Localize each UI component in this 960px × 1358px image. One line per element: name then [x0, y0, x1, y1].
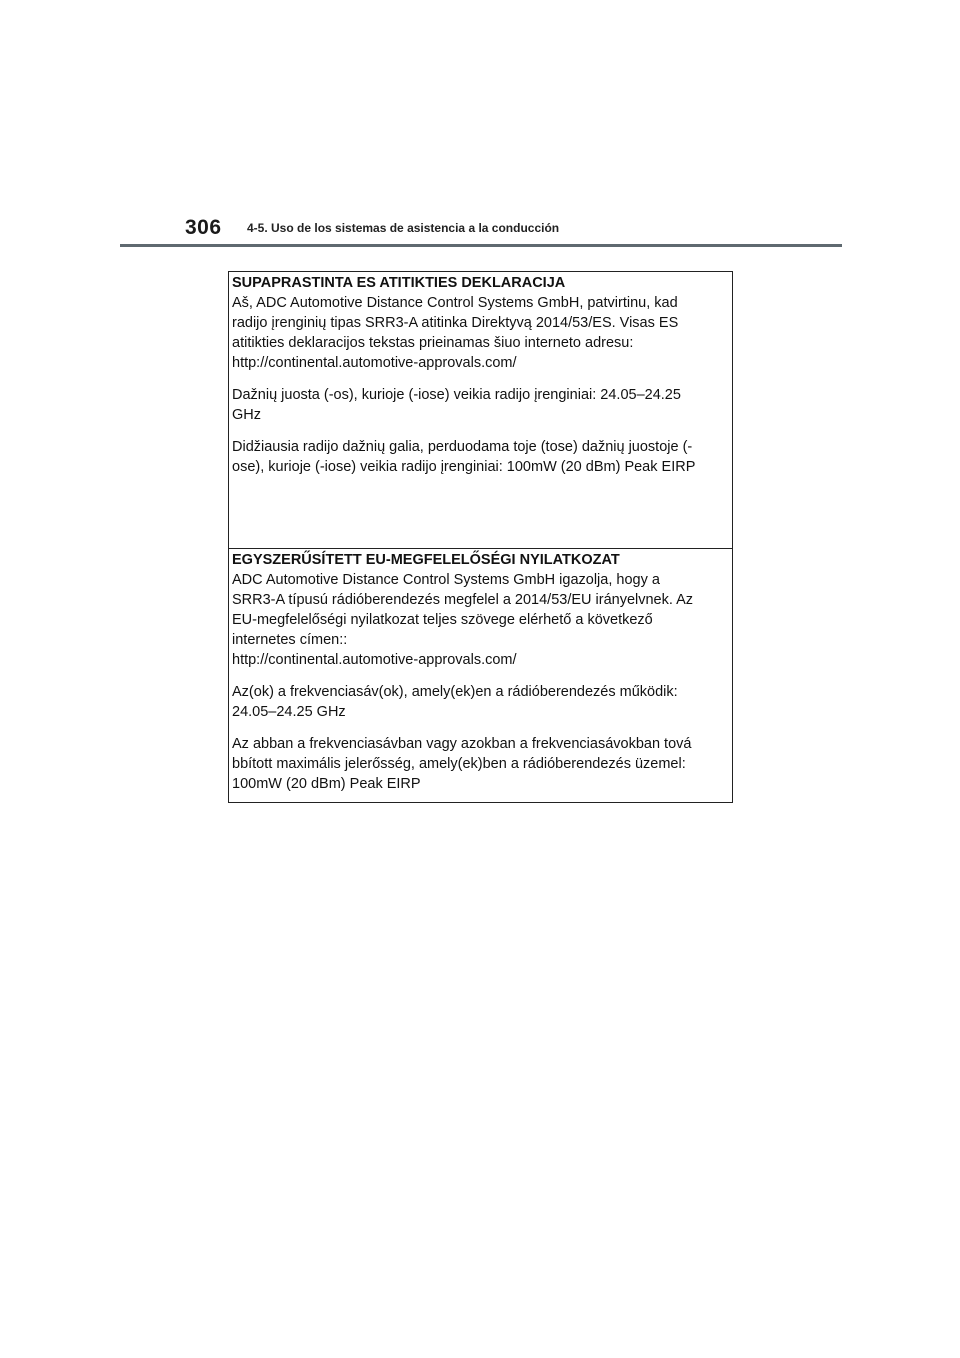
declaration-title: EGYSZERŰSÍTETT EU-MEGFELELŐSÉGI NYILATKOZAT [232, 552, 620, 568]
max-power [232, 437, 729, 477]
text-line: Didžiausia radijo dažnių galia, perduodama toje (tose) dažnių juostoje (- [232, 439, 693, 455]
text-line: Az abban a frekvenciasávban vagy azokban a frekvenciasávokban tová [232, 736, 692, 752]
text-line: EU-megfelelőségi nyilatkozat teljes szövege elérhető a következő [232, 612, 653, 628]
page-header [185, 214, 559, 242]
declaration-statement [232, 570, 729, 670]
header-rule [120, 244, 842, 247]
declaration-hungarian [229, 548, 732, 802]
text-line: SRR3-A típusú rádióberendezés megfelel a 2014/53/EU irányelvnek. Az [232, 592, 694, 608]
text-line: radijo įrenginių tipas SRR3-A atitinka Direktyvą 2014/53/ES. Visas ES [232, 315, 679, 331]
page-number: 306 [185, 216, 222, 239]
url-line: http://continental.automotive-approvals.com/ [232, 652, 517, 668]
section-title: 4-5. Uso de los sistemas de asistencia a la conducción [247, 221, 560, 235]
text-line: atitikties deklaracijos tekstas prieinamas šiuo interneto adresu: [232, 335, 634, 351]
text-line: internetes címen:: [232, 632, 348, 648]
text-line: 100mW (20 dBm) Peak EIRP [232, 776, 421, 792]
text-line: GHz [232, 407, 261, 423]
text-line: bbított maximális jelerősség, amely(ek)ben a rádióberendezés üzemel: [232, 756, 686, 772]
text-line: ADC Automotive Distance Control Systems GmbH igazolja, hogy a [232, 572, 660, 588]
text-line: Dažnių juosta (-os), kurioje (-iose) veikia radijo įrenginiai: 24.05–24.25 [232, 387, 681, 403]
text-line: Aš, ADC Automotive Distance Control Systems GmbH, patvirtinu, kad [232, 295, 678, 311]
text-line: 24.05–24.25 GHz [232, 704, 346, 720]
frequency-band [232, 682, 729, 722]
frequency-band [232, 385, 729, 425]
url-line: http://continental.automotive-approvals.com/ [232, 355, 517, 371]
declaration-box [228, 271, 733, 803]
declaration-statement [232, 293, 729, 373]
text-line: Az(ok) a frekvenciasáv(ok), amely(ek)en a rádióberendezés működik: [232, 684, 678, 700]
declaration-lithuanian [229, 272, 732, 548]
declaration-title: SUPAPRASTINTA ES ATITIKTIES DEKLARACIJA [232, 275, 566, 291]
text-line: ose), kurioje (-iose) veikia radijo įrenginiai: 100mW (20 dBm) Peak EIRP [232, 459, 696, 475]
max-power [232, 734, 729, 794]
